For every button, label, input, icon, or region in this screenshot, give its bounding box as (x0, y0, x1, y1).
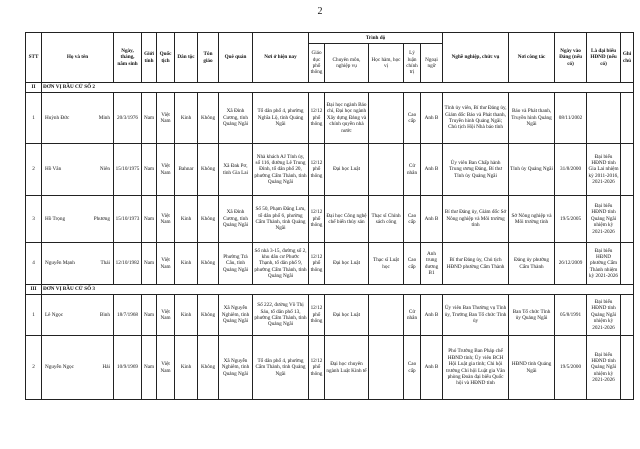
cell-residence: Tổ dân phố 4, phường Cẩm Thành, tỉnh Quảng Ngãi (253, 336, 309, 400)
header-nationality: Quốc tịch (157, 33, 175, 83)
cell-note (621, 295, 634, 336)
cell-note (621, 243, 634, 285)
cell-name (42, 93, 114, 144)
cell-political-theory: Cao cấp (404, 243, 421, 285)
cell-nationality: Việt Nam (157, 196, 175, 243)
header-occupation: Nghề nghiệp, chức vụ (443, 33, 509, 83)
section-number: II (26, 83, 42, 93)
table-row (26, 295, 634, 336)
surname: Lê Ngọc (45, 311, 64, 318)
header-language: Ngoại ngữ (421, 44, 443, 83)
cell-dob: 20/3/1976 (114, 93, 142, 144)
cell-dob: 18/7/1968 (114, 295, 142, 336)
section-row (26, 83, 634, 93)
cell-profession: Đại học ngành Báo chí, Đại học ngành Xây dựng Đảng và chính quyền nhà nước (325, 93, 369, 144)
header-dob: Ngày, tháng, năm sinh (114, 33, 142, 83)
cell-delegate: Đại biểu HĐND tỉnh Quảng Ngãi nhiệm kỳ 2021-2026 (587, 196, 621, 243)
cell-degree (369, 93, 404, 144)
cell-profession: Đại học Luật (325, 144, 369, 196)
cell-delegate: Đại biểu HĐND tỉnh Quảng Ngãi nhiệm kỳ 2021-2026 (587, 336, 621, 400)
candidate-table (25, 32, 634, 400)
header-delegate: Là đại biểu HĐND (nếu có) (587, 33, 621, 83)
header-ethnicity: Dân tộc (175, 33, 198, 83)
header-political-theory: Lý luận chính trị (404, 44, 421, 83)
header-degree: Học hàm, học vị (369, 44, 404, 83)
header-name: Họ và tên (42, 33, 114, 83)
cell-hometown: Xã Đak Pơ, tỉnh Gia Lai (219, 144, 253, 196)
cell-language: Anh B (421, 144, 443, 196)
cell-religion: Không (198, 144, 219, 196)
cell-religion: Không (198, 243, 219, 285)
cell-political-theory: Cử nhân (404, 295, 421, 336)
section-title: ĐƠN VỊ BẦU CỬ SỐ 3 (42, 285, 634, 295)
cell-ethnicity: Kinh (175, 243, 198, 285)
page-number: 2 (317, 6, 323, 17)
cell-religion: Không (198, 295, 219, 336)
cell-party-date: 19/5/2005 (555, 196, 587, 243)
header-party-date: Ngày vào Đảng (nếu có) (555, 33, 587, 83)
cell-gender: Nam (142, 144, 157, 196)
table-row (26, 196, 634, 243)
cell-ethnicity: Kinh (175, 93, 198, 144)
cell-gender: Nam (142, 93, 157, 144)
cell-profession: Đại học chuyên ngành Luật Kinh tế (325, 336, 369, 400)
cell-workplace: HĐND tỉnh Quảng Ngãi (509, 336, 555, 400)
cell-note (621, 93, 634, 144)
header-hometown: Quê quán (219, 33, 253, 83)
cell-party-date: 31/8/2000 (555, 144, 587, 196)
cell-hometown: Xã Nguyễn Nghiêm, tỉnh Quảng Ngãi (219, 295, 253, 336)
cell-nationality: Việt Nam (157, 336, 175, 400)
given-name: Niên (99, 166, 110, 173)
cell-degree (369, 336, 404, 400)
cell-occupation: Tỉnh ủy viên, Bí thư Đảng ủy, Giám đốc Báo và Phát thanh, Truyền hình Quảng Ngãi; Chủ tịch Hội Nhà báo tỉnh (443, 93, 509, 144)
cell-name (42, 196, 114, 243)
given-name: Phương (93, 215, 110, 222)
cell-note (621, 336, 634, 400)
cell-profession: Đại học Luật (325, 295, 369, 336)
surname: Huỳnh Đức (45, 114, 70, 121)
cell-degree: Thạc sĩ Luật học (369, 243, 404, 285)
given-name: Thái (100, 260, 110, 267)
cell-delegate: Đại biểu HĐND tỉnh Gia Lai nhiệm kỳ 2011-2016, 2021-2026 (587, 144, 621, 196)
cell-language: Anh B (421, 93, 443, 144)
cell-general-education: 12/12 phổ thông (309, 336, 325, 400)
cell-party-date: 26/12/2009 (555, 243, 587, 285)
cell-residence: Số nhà 3-15, đường số 2, khu dân cư Phước Thạnh, tổ dân phố 9, phường Cẩm Thành, tỉnh Quảng Ngãi (253, 243, 309, 285)
cell-hometown: Xã Đình Cương, tỉnh Quảng Ngãi (219, 93, 253, 144)
cell-party-date: 08/11/2002 (555, 93, 587, 144)
header-education: Trình độ (309, 33, 443, 44)
cell-gender: Nam (142, 295, 157, 336)
cell-delegate: Đại biểu HĐND tỉnh Quảng Ngãi nhiệm kỳ 2021-2026 (587, 295, 621, 336)
cell-residence: Nhà khách AJ Tỉnh ủy, số 116, đường Lê Trung Đình, tổ dân phố 20, phường Cẩm Thành, tỉnh Quảng Ngãi (253, 144, 309, 196)
cell-political-theory: Cao cấp (404, 336, 421, 400)
cell-hometown: Xã Đình Cương, tỉnh Quảng Ngãi (219, 196, 253, 243)
cell-name (42, 336, 114, 400)
cell-hometown: Xã Nguyễn Nghiêm, tỉnh Quảng Ngãi (219, 336, 253, 400)
cell-nationality: Việt Nam (157, 243, 175, 285)
cell-delegate (587, 93, 621, 144)
cell-nationality: Việt Nam (157, 144, 175, 196)
cell-nationality: Việt Nam (157, 295, 175, 336)
cell-language: Anh B (421, 295, 443, 336)
cell-gender: Nam (142, 196, 157, 243)
header-profession: Chuyên môn, nghiệp vụ (325, 44, 369, 83)
header-note: Ghi chú (621, 33, 634, 83)
cell-stt: 3 (26, 196, 42, 243)
cell-name (42, 144, 114, 196)
cell-occupation: Ủy viên Ban Chấp hành Trung ương Đảng, Bí thư Tỉnh ủy Quảng Ngãi (443, 144, 509, 196)
cell-language: Anh trung đương B1 (421, 243, 443, 285)
cell-religion: Không (198, 93, 219, 144)
section-row (26, 285, 634, 295)
cell-general-education: 12/12 phổ thông (309, 243, 325, 285)
cell-dob: 15/10/1973 (114, 196, 142, 243)
cell-occupation: Ủy viên Ban Thường vụ Tỉnh ủy, Trưởng Ban Tổ chức Tỉnh ủy (443, 295, 509, 336)
cell-occupation: Bí thư Đảng ủy, Giám đốc Sở Nông nghiệp và Môi trường tỉnh (443, 196, 509, 243)
cell-workplace: Tỉnh ủy Quảng Ngãi (509, 144, 555, 196)
cell-political-theory: Cao cấp (404, 196, 421, 243)
cell-stt: 1 (26, 93, 42, 144)
cell-dob: 15/10/1975 (114, 144, 142, 196)
header-general-education: Giáo dục phổ thông (309, 44, 325, 83)
cell-workplace: Sở Nông nghiệp và Môi trường tỉnh (509, 196, 555, 243)
cell-dob: 10/9/1969 (114, 336, 142, 400)
cell-workplace: Ban Tổ chức Tỉnh ủy Quảng Ngãi (509, 295, 555, 336)
surname: Hồ Văn (45, 166, 62, 173)
cell-hometown: Phường Trà Câu, tỉnh Quảng Ngãi (219, 243, 253, 285)
surname: Nguyễn Ngọc (45, 364, 74, 371)
header-religion: Tôn giáo (198, 33, 219, 83)
cell-residence: Số 50, Phạm Đăng Lưu, tổ dân phố 6, phường Cẩm Thành, tỉnh Quảng Ngãi (253, 196, 309, 243)
cell-degree (369, 295, 404, 336)
cell-stt: 2 (26, 336, 42, 400)
cell-language: Anh B (421, 336, 443, 400)
cell-gender: Nam (142, 336, 157, 400)
cell-name (42, 243, 114, 285)
cell-general-education: 12/12 phổ thông (309, 295, 325, 336)
cell-party-date: 05/8/1991 (555, 295, 587, 336)
surname: Nguyễn Mạnh (45, 260, 75, 267)
cell-general-education: 12/12 phổ thông (309, 196, 325, 243)
header-workplace: Nơi công tác (509, 33, 555, 83)
cell-delegate: Đại biểu HĐND phường Cẩm Thành nhiệm kỳ 2021-2026 (587, 243, 621, 285)
cell-language: Anh B (421, 196, 443, 243)
cell-residence: Tổ dân phố 4, phường Nghĩa Lộ, tỉnh Quảng Ngãi (253, 93, 309, 144)
cell-ethnicity: Bahnar (175, 144, 198, 196)
surname: Hồ Trọng (45, 215, 66, 222)
cell-ethnicity: Kinh (175, 295, 198, 336)
table-row (26, 93, 634, 144)
cell-workplace: Báo và Phát thanh, Truyền hình Quảng Ngãi (509, 93, 555, 144)
cell-stt: 4 (26, 243, 42, 285)
cell-ethnicity: Kinh (175, 336, 198, 400)
cell-nationality: Việt Nam (157, 93, 175, 144)
cell-general-education: 12/12 phổ thông (309, 93, 325, 144)
cell-profession: Đại học Công nghệ chế biến thủy sản (325, 196, 369, 243)
cell-profession: Đại học Luật (325, 243, 369, 285)
header-stt: STT (26, 33, 42, 83)
cell-political-theory: Cao cấp (404, 93, 421, 144)
cell-note (621, 196, 634, 243)
given-name: Bình (99, 311, 110, 318)
section-title: ĐƠN VỊ BẦU CỬ SỐ 2 (42, 83, 634, 93)
header-residence: Nơi ở hiện nay (253, 33, 309, 83)
cell-stt: 1 (26, 295, 42, 336)
cell-occupation: Phó Trưởng Ban Pháp chế HĐND tỉnh; Ủy viên BCH Hội Luật gia tỉnh; Chi hội trưởng Chi hội Luật gia Văn phòng Đoàn đại biểu Quốc hội và HĐND tỉnh (443, 336, 509, 400)
table-row (26, 336, 634, 400)
cell-stt: 2 (26, 144, 42, 196)
cell-religion: Không (198, 196, 219, 243)
cell-workplace: Đảng ủy phường Cẩm Thành (509, 243, 555, 285)
section-number: III (26, 285, 42, 295)
header-gender: Giới tính (142, 33, 157, 83)
cell-dob: 12/10/1982 (114, 243, 142, 285)
cell-gender: Nam (142, 243, 157, 285)
cell-occupation: Bí thư Đảng ủy, Chủ tịch HĐND phường Cẩm Thành (443, 243, 509, 285)
cell-ethnicity: Kinh (175, 196, 198, 243)
cell-residence: Số 222, đường Võ Thị Sáu, tổ dân phố 13, phường Cẩm Thành, tỉnh Quảng Ngãi (253, 295, 309, 336)
given-name: Hải (102, 364, 110, 371)
cell-religion: Không (198, 336, 219, 400)
cell-degree (369, 144, 404, 196)
given-name: Minh (98, 114, 110, 121)
cell-note (621, 144, 634, 196)
cell-political-theory: Cử nhân (404, 144, 421, 196)
table-row (26, 243, 634, 285)
cell-name (42, 295, 114, 336)
cell-degree: Thạc sĩ Chính sách công (369, 196, 404, 243)
cell-party-date: 19/5/2000 (555, 336, 587, 400)
cell-general-education: 12/12 phổ thông (309, 144, 325, 196)
table-row (26, 144, 634, 196)
